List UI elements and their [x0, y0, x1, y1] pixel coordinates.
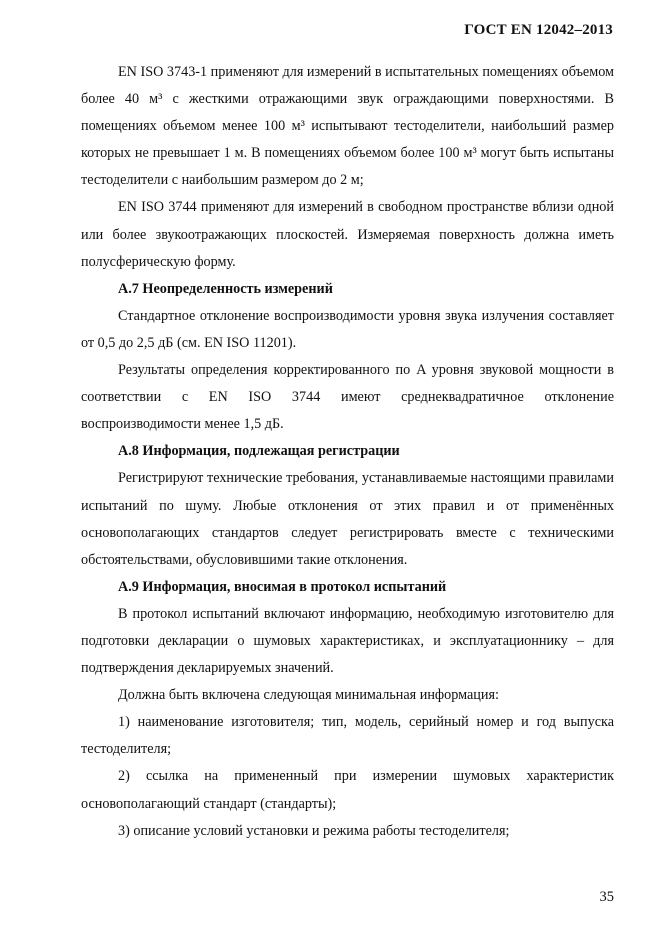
paragraph-test-report: В протокол испытаний включают информацию, необходимую изготовителю для подготовки декларации о шумовых характеристиках, и эксплуатационнику – для подтверждения декларируемых значений.: [81, 605, 614, 677]
list-item-2: 2) ссылка на примененный при измерении шумовых характеристик основополагающий стандарт (стандарты);: [81, 768, 614, 812]
paragraph-minimum-info: Должна быть включена следующая минимальная информация:: [118, 687, 499, 704]
paragraph-reproducibility: Стандартное отклонение воспроизводимости уровня звука излучения составляет от 0,5 до 2,5 дБ (см. EN ISO 11201).: [81, 307, 614, 351]
paragraph-iso-3743-1: EN ISO 3743-1 применяют для измерений в испытательных помещениях объемом более 40 м³ с жесткими отражающими звук ограждающими поверхностями. В помещениях объемом менее 100 м³ испытывают тестоделители, наибольший размер которых не превышает 1 м. В помещениях объемом более 100 м³ могут быть испытаны тестоделители с наибольшим размером до 2 м;: [81, 64, 614, 189]
page-number: 35: [599, 889, 614, 905]
page-body: [81, 59, 614, 845]
section-heading-a9: А.9 Информация, вносимая в протокол испытаний: [118, 578, 447, 595]
list-item-1: 1) наименование изготовителя; тип, модель, серийный номер и год выпуска тестоделителя;: [81, 714, 614, 758]
paragraph-iso-3744: EN ISO 3744 применяют для измерений в свободном пространстве вблизи одной или более звукоотражающих плоскостей. Измеряемая поверхность должна иметь полусферическую форму.: [81, 199, 614, 270]
page-header-standard-title: ГОСТ EN 12042–2013: [464, 22, 613, 38]
paragraph-sound-power-results: Результаты определения корректированного по A уровня звуковой мощности в соответствии с EN ISO 3744 имеют среднеквадратичное отклонение воспроизводимости менее 1,5 дБ.: [81, 362, 614, 433]
list-item-3: 3) описание условий установки и режима работы тестоделителя;: [118, 822, 510, 839]
section-heading-a8: А.8 Информация, подлежащая регистрации: [118, 443, 400, 460]
section-heading-a7: А.7 Неопределенность измерений: [118, 280, 333, 297]
paragraph-registration: Регистрируют технические требования, устанавливаемые настоящими правилами испытаний по шуму. Любые отклонения от этих правил и от применённых основополагающих стандартов следует регистрировать вместе с техническими обстоятельствами, обусловившими такие отклонения.: [81, 470, 614, 568]
